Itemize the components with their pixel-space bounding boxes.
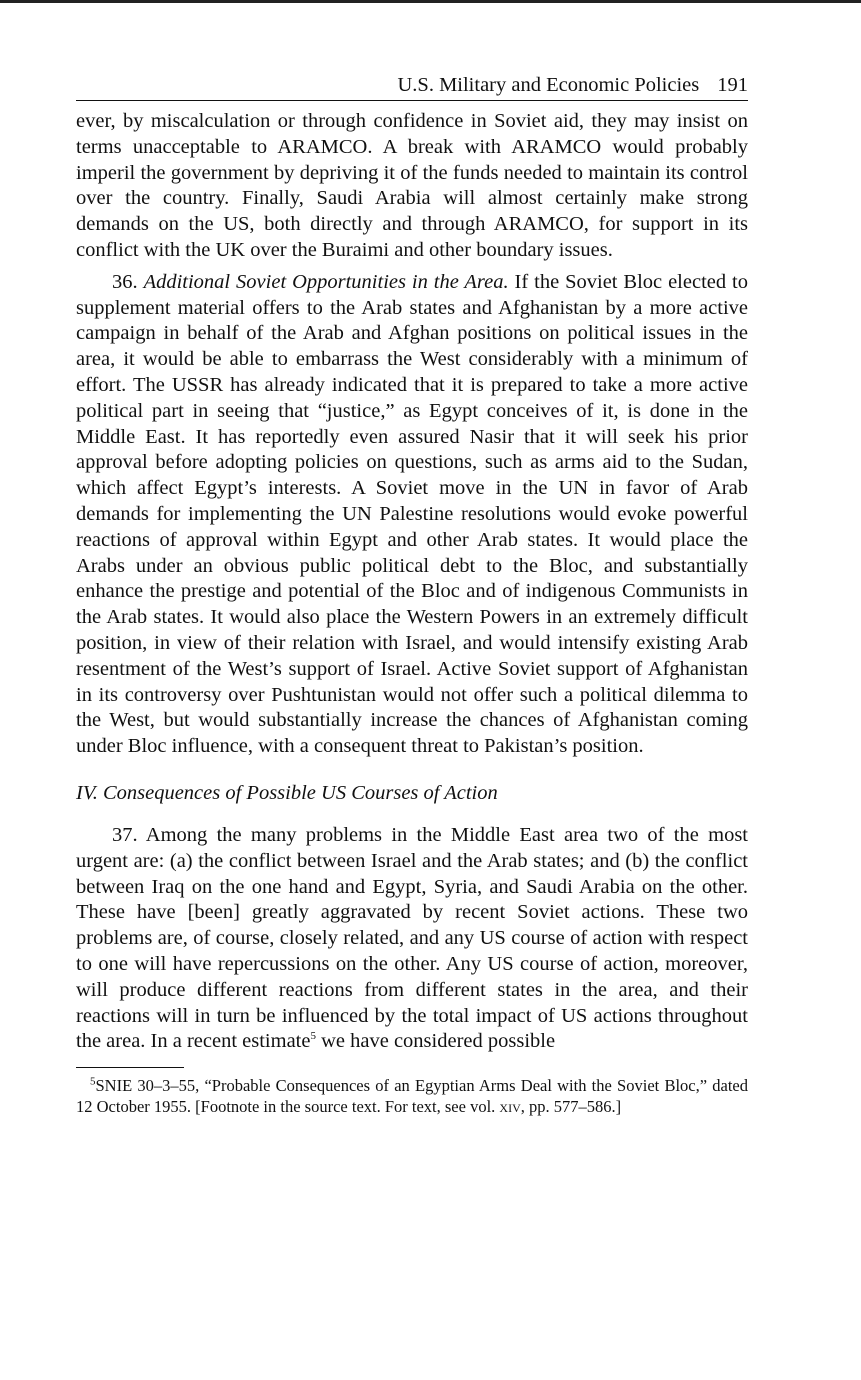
footnote-marker: 5	[90, 1075, 96, 1088]
running-title: U.S. Military and Economic Policies	[397, 74, 700, 96]
section-heading: IV. Consequences of Possible US Courses of Action	[76, 781, 498, 804]
paragraph-36-title: Additional Soviet Opportunities in the Area.	[143, 270, 509, 293]
document-page	[76, 72, 748, 1117]
paragraph-37-body: 37. Among the many problems in the Middle East area two of the most urgent are: (a) the conflict between Israel and the Arab states; and (b) the conflict between Iraq on the one hand and Egypt, Syria, and Saudi Arabia on the other. These have [been] greatly aggravated by recent Soviet actions. These two problems are, of course, closely related, and any US course of action with respect to one will have repercussions on the other. Any US course of action, moreover, will produce different reactions from different states in the area, and their reactions will in turn be influenced by the total impact of US actions throughout the area. In a recent estimate	[76, 823, 748, 1053]
footnote-pages: , pp. 577–586.]	[520, 1096, 622, 1116]
footnote-reference: 5	[310, 1030, 316, 1043]
paragraph-37	[76, 823, 748, 1055]
paragraph-37-tail: we have considered possible	[315, 1030, 556, 1053]
top-edge-rule	[0, 0, 861, 3]
paragraph-continued: ever, by miscalculation or through confidence in Soviet aid, they may insist on terms unacceptable to ARAMCO. A break with ARAMCO would probably imperil the government by depriving it of the funds needed to maintain its control over the country. Finally, Saudi Arabia will almost certainly make strong demands on the US, both directly and through ARAMCO, for support in its conflict with the UK over the Buraimi and other boundary issues.	[76, 110, 748, 261]
footnote-text: SNIE 30–3–55, “Probable Consequences of an Egyptian Arms Deal with the Soviet Bloc,” dated 12 October 1955. [Footnote in the source text. For text, see vol.	[76, 1076, 748, 1116]
paragraph-36-number: 36.	[112, 270, 138, 293]
page-number: 191	[717, 74, 748, 96]
running-header	[76, 72, 748, 101]
footnote-volume: xiv	[499, 1096, 521, 1116]
footnote-rule	[76, 1067, 184, 1068]
paragraph-36	[76, 270, 748, 760]
footnote	[76, 1076, 748, 1117]
paragraph-36-body: If the Soviet Bloc elected to supplement material offers to the Arab states and Afghanistan by a more active campaign in behalf of the Arab and Afghan positions on political issues in the area, it would be able to embarrass the West considerably with a minimum of effort. The USSR has already indicated that it is prepared to take a more active political part in seeing that “justice,” as Egypt conceives of it, is done in the Middle East. It has reportedly even assured Nasir that it will seek his prior approval before adopting policies on questions, such as arms aid to the Sudan, which affect Egypt’s interests. A Soviet move in the UN in favor of Arab demands for implementing the UN Palestine resolutions would evoke powerful reactions of approval within Egypt and other Arab states. It would place the Arabs under an obvious public political debt to the Bloc, and substantially enhance the prestige and potential of the Bloc and of indigenous Communists in the Arab states. It would also place the Western Powers in an extremely difficult position, in view of their relation with Israel, and would intensify existing Arab resentment of the West’s support of Israel. Active Soviet support of Afghanistan in its controversy over Pushtunistan would not offer such a political dilemma to the West, but would substantially increase the chances of Afghanistan coming under Bloc influence, with a consequent threat to Pakistan’s position.	[76, 270, 749, 758]
